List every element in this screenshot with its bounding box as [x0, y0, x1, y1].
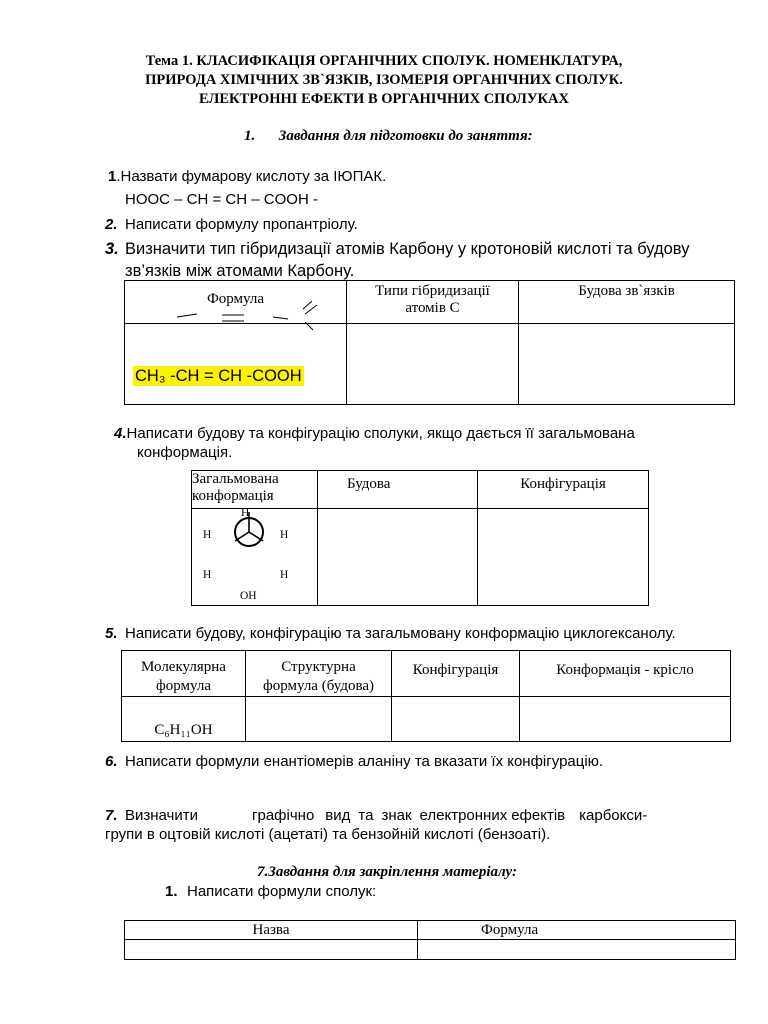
t5-col3: Конфігурація	[412, 662, 499, 678]
section-1-number: 1.	[244, 128, 256, 144]
task-7-w5: знак	[381, 807, 412, 824]
t4-col1-1: Загальмована	[192, 471, 279, 487]
page-title	[60, 52, 708, 109]
section-7-heading: 7.Завдання для закріплення матеріалу:	[257, 864, 517, 880]
t4-header-configuration	[478, 471, 649, 509]
newman-left-h: H	[203, 529, 212, 541]
task-2-text: Написати формулу пропантріолу.	[125, 216, 358, 233]
task-4-line-2: конформація.	[137, 444, 233, 461]
t5-col2-1: Структурна	[281, 659, 356, 675]
newman-right-h: H	[280, 529, 289, 541]
t3-header-bond	[519, 281, 735, 324]
t3-header-formula	[125, 281, 347, 324]
section-7-item	[165, 883, 376, 900]
t5-col2-2: формула (будова)	[263, 678, 374, 694]
t5-header-structural	[246, 651, 392, 697]
task-6	[105, 753, 603, 770]
section-7-item-text: Написати формули сполук:	[187, 883, 377, 900]
s7-col-name: Назва	[252, 922, 290, 938]
task-5-text: Написати будову, конфігурацію та загальмовану конформацію циклогексанолу.	[125, 625, 676, 642]
t3-col-hyb-2: атомів С	[405, 300, 460, 316]
s7-name-cell[interactable]	[125, 940, 418, 960]
t5-configuration-cell[interactable]	[392, 697, 520, 742]
t4-col2: Будова	[347, 476, 391, 492]
task-4-table	[191, 470, 649, 606]
task-7-w3: вид	[325, 807, 351, 824]
task-3-table	[124, 280, 735, 405]
s7-header-formula	[418, 921, 736, 940]
t5-header-molecular	[122, 651, 246, 697]
s7-formula-cell[interactable]	[418, 940, 736, 960]
task-2-number: 2.	[105, 216, 118, 233]
task-1-formula: HOOC – CH = CH – COOH -	[125, 191, 318, 208]
task-7-w4: та	[358, 807, 374, 824]
task-2	[105, 216, 358, 233]
t3-col-hyb-1: Типи гібридизації	[375, 283, 490, 299]
t4-header-structure	[318, 471, 478, 509]
task-4	[114, 425, 635, 442]
t4-newman-cell	[192, 509, 318, 606]
task-1	[108, 168, 386, 185]
task-7-number: 7.	[105, 807, 118, 824]
title-line-3: ЕЛЕКТРОННІ ЕФЕКТИ В ОРГАНІЧНИХ СПОЛУКАХ	[199, 91, 569, 107]
newman-top-h: H	[241, 507, 250, 519]
t3-col-bond: Будова зв`язків	[578, 283, 675, 299]
task-1-number: 1	[108, 168, 117, 185]
t3-bond-cell[interactable]	[519, 324, 735, 405]
t5-header-conformation	[520, 651, 731, 697]
newman-bottom-left-h: H	[203, 569, 212, 581]
section-1-label: Завдання для підготовки до заняття:	[278, 128, 533, 144]
task-5-number: 5.	[105, 625, 118, 642]
task-5	[105, 625, 676, 642]
task-7-w6: електронних	[419, 807, 508, 824]
s7-col-formula: Формула	[481, 922, 539, 938]
t4-structure-cell[interactable]	[318, 509, 478, 606]
task-3-line-2: зв’язків між атомами Карбону.	[125, 262, 355, 280]
t5-col1-1: Молекулярна	[141, 659, 226, 675]
task-7-line-2: групи в оцтовій кислоті (ацетаті) та бензойній кислоті (бензоаті).	[105, 826, 551, 843]
task-3-line-1: Визначити тип гібридизації атомів Карбону у кротоновій кислоті та будову	[125, 240, 690, 258]
section-7-item-number: 1.	[165, 883, 178, 900]
task-7-w8: карбокси-	[579, 807, 648, 824]
t5-col1-2: формула	[156, 678, 211, 694]
t4-header-conformation	[192, 471, 318, 509]
section-7-table	[124, 920, 736, 960]
s7-header-name	[125, 921, 418, 940]
t5-col4: Конформація - крісло	[556, 662, 694, 678]
task-3	[105, 240, 689, 259]
t5-header-configuration	[392, 651, 520, 697]
t4-configuration-cell[interactable]	[478, 509, 649, 606]
newman-bottom-right-h: H	[280, 569, 289, 581]
task-7-line-1	[105, 807, 675, 824]
t5-formula-cell	[122, 697, 246, 742]
task-3-number: 3.	[105, 240, 119, 258]
task-5-table	[121, 650, 731, 742]
title-line-2: ПРИРОДА ХІМІЧНИХ ЗВ`ЯЗКІВ, ІЗОМЕРІЯ ОРГАНІЧНИХ СПОЛУК.	[145, 72, 623, 88]
t5-formula: C₆H₁₁OH	[154, 722, 213, 738]
t3-header-hybridization	[347, 281, 519, 324]
task-7-w7: ефектів	[511, 807, 566, 824]
t3-formula-cell	[125, 324, 347, 405]
section-1-heading	[244, 128, 533, 145]
t4-col1-2: конформація	[192, 488, 274, 504]
task-6-number: 6.	[105, 753, 118, 770]
task-7-w2: графічно	[252, 807, 315, 824]
t5-structural-cell[interactable]	[246, 697, 392, 742]
t3-col-formula: Формула	[206, 291, 265, 307]
t3-hyb-cell[interactable]	[347, 324, 519, 405]
task-4-number: 4.	[114, 425, 127, 442]
t5-conformation-cell[interactable]	[520, 697, 731, 742]
task-7-w1: Визначити	[125, 807, 199, 824]
t4-col3: Конфігурація	[520, 476, 606, 492]
task-4-line-1: Написати будову та конфігурацію сполуки, якщо дається її загальмована	[126, 425, 635, 442]
task-6-text: Написати формули енантіомерів аланіну та вказати їх конфігурацію.	[125, 753, 604, 770]
t3-formula: CH₃ -CH = CH -COOH	[135, 367, 302, 385]
title-line-1: Тема 1. КЛАСИФІКАЦІЯ ОРГАНІЧНИХ СПОЛУК. НОМЕНКЛАТУРА,	[145, 53, 623, 69]
task-1-text: .Назвати фумарову кислоту за ІЮПАК.	[116, 168, 387, 185]
newman-bottom-oh: OH	[240, 590, 257, 602]
